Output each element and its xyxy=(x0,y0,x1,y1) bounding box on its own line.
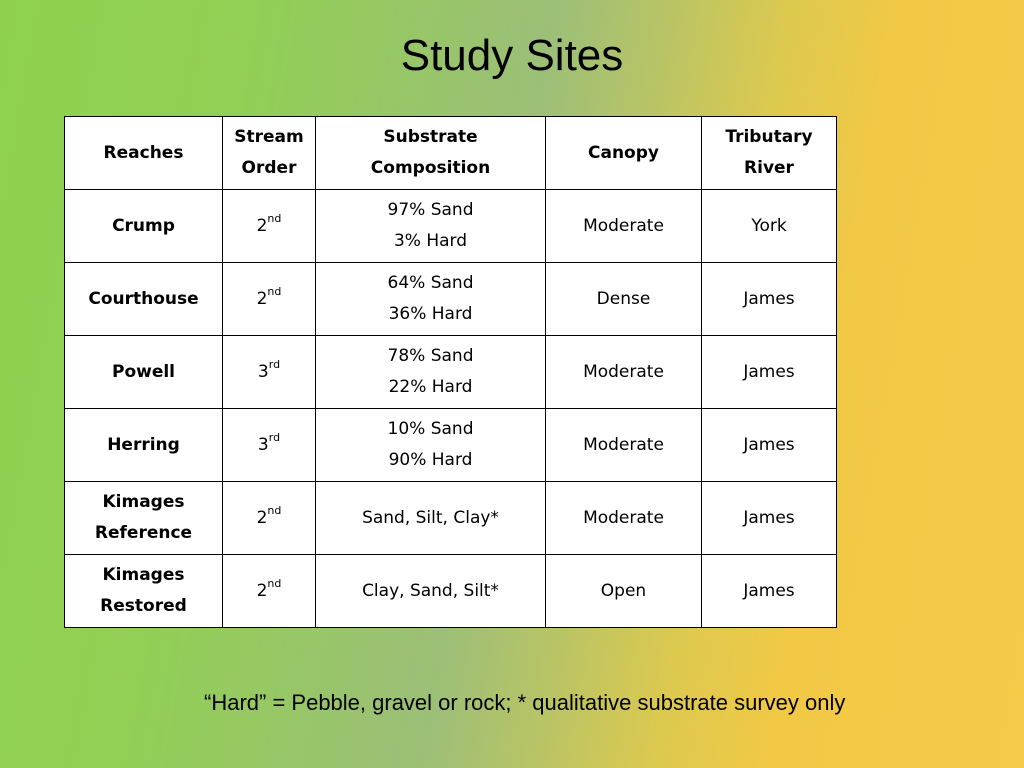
river-cell: James xyxy=(702,409,837,482)
reach-cell: Kimages Restored xyxy=(65,555,223,628)
river-cell: James xyxy=(702,482,837,555)
table-row xyxy=(65,482,837,555)
table-header-row xyxy=(65,117,837,190)
canopy-cell: Moderate xyxy=(546,336,702,409)
stream-order-cell: 2nd xyxy=(223,482,316,555)
substrate-cell: Sand, Silt, Clay* xyxy=(316,482,546,555)
reach-cell: Crump xyxy=(65,190,223,263)
reach-cell: Kimages Reference xyxy=(65,482,223,555)
footnote: “Hard” = Pebble, gravel or rock; * qualitative substrate survey only xyxy=(204,690,846,715)
canopy-cell: Moderate xyxy=(546,482,702,555)
stream-order-cell: 3rd xyxy=(223,409,316,482)
table-row xyxy=(65,336,837,409)
river-cell: James xyxy=(702,555,837,628)
table-row xyxy=(65,409,837,482)
substrate-cell: 64% Sand 36% Hard xyxy=(316,263,546,336)
canopy-cell: Dense xyxy=(546,263,702,336)
substrate-cell: 10% Sand 90% Hard xyxy=(316,409,546,482)
header-tributary-river: Tributary River xyxy=(702,117,837,190)
header-reaches: Reaches xyxy=(65,117,223,190)
stream-order-cell: 2nd xyxy=(223,555,316,628)
substrate-cell: Clay, Sand, Silt* xyxy=(316,555,546,628)
header-canopy: Canopy xyxy=(546,117,702,190)
table-row xyxy=(65,190,837,263)
stream-order-cell: 3rd xyxy=(223,336,316,409)
reach-cell: Powell xyxy=(65,336,223,409)
header-substrate-composition: Substrate Composition xyxy=(316,117,546,190)
canopy-cell: Moderate xyxy=(546,409,702,482)
reach-cell: Herring xyxy=(65,409,223,482)
river-cell: York xyxy=(702,190,837,263)
substrate-cell: 97% Sand 3% Hard xyxy=(316,190,546,263)
canopy-cell: Moderate xyxy=(546,190,702,263)
substrate-cell: 78% Sand 22% Hard xyxy=(316,336,546,409)
stream-order-cell: 2nd xyxy=(223,190,316,263)
page-title: Study Sites xyxy=(400,31,624,80)
river-cell: James xyxy=(702,336,837,409)
table-row xyxy=(65,263,837,336)
header-stream-order: Stream Order xyxy=(223,117,316,190)
table-row xyxy=(65,555,837,628)
canopy-cell: Open xyxy=(546,555,702,628)
stream-order-cell: 2nd xyxy=(223,263,316,336)
study-sites-table xyxy=(64,116,837,628)
study-sites-table-container xyxy=(64,116,836,628)
river-cell: James xyxy=(702,263,837,336)
reach-cell: Courthouse xyxy=(65,263,223,336)
